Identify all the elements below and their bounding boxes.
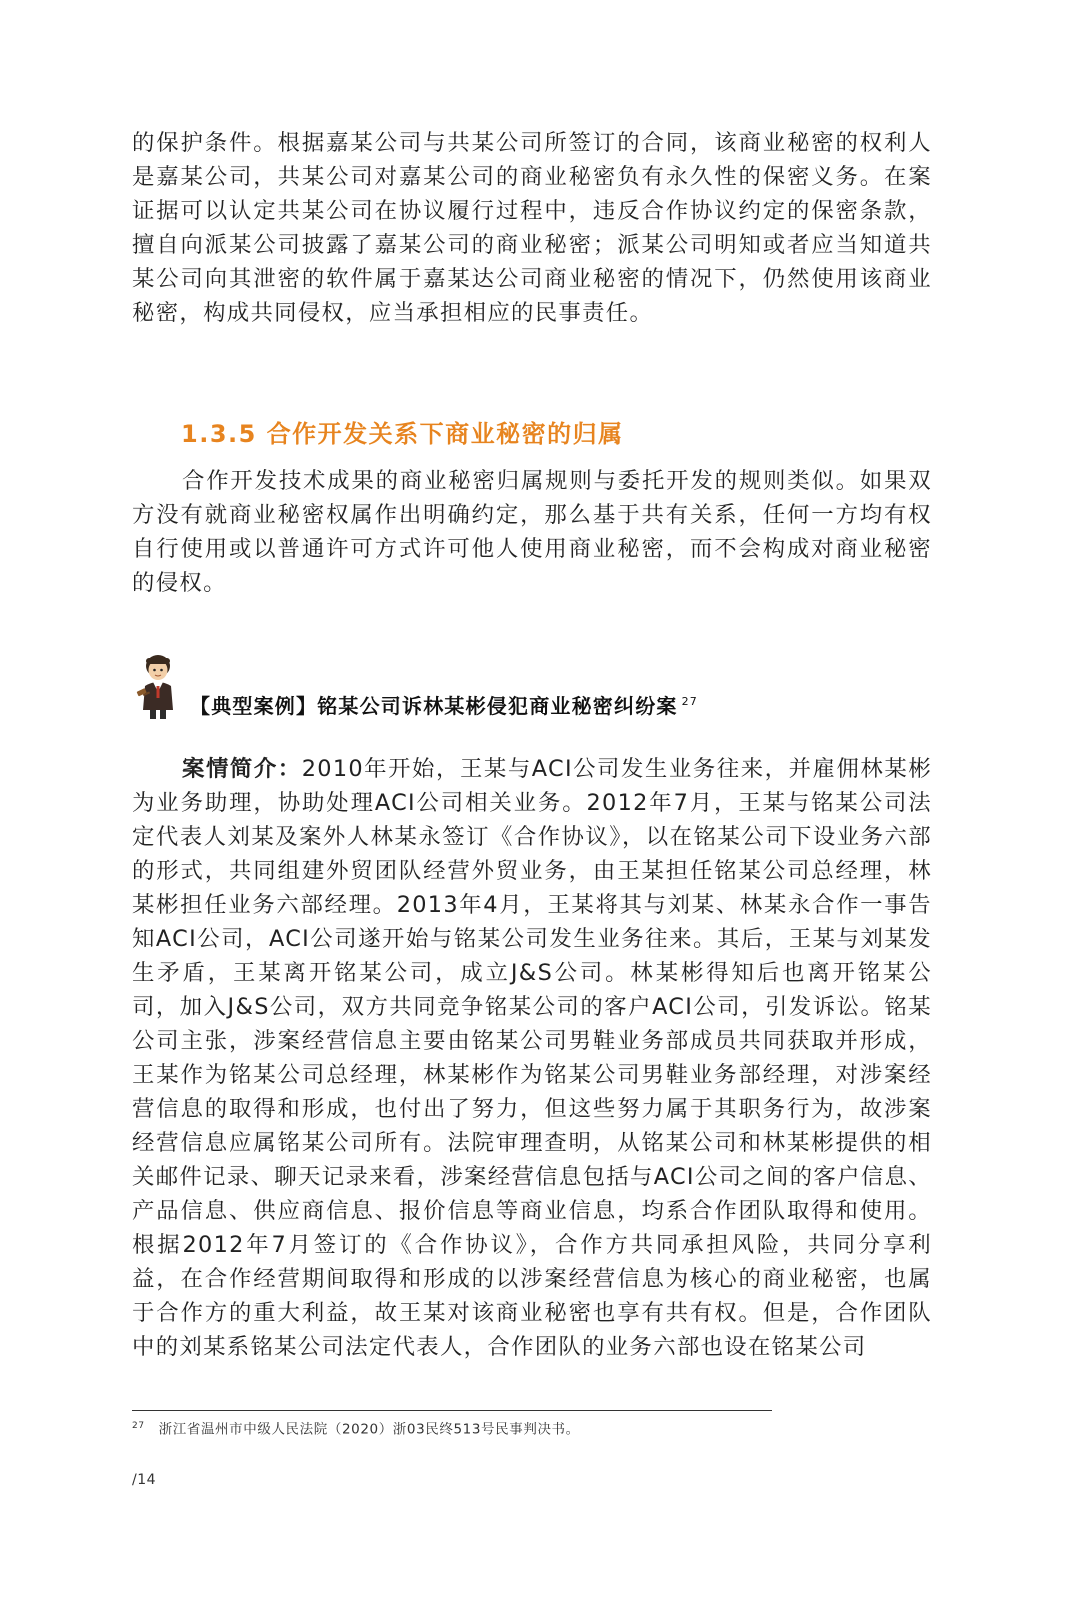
footnote-divider — [132, 1410, 772, 1411]
case-lead-label: 案情简介： — [182, 756, 302, 782]
section-heading: 1.3.5 合作开发关系下商业秘密的归属 — [181, 420, 624, 448]
footnote — [132, 1416, 580, 1440]
section-body: 合作开发技术成果的商业秘密归属规则与委托开发的规则类似。如果双方没有就商业秘密权属作出明确约定，那么基于共有关系，任何一方均有权自行使用或以普通许可方式许可他人使用商业秘密，而不会构成对商业秘密的侵权。 — [132, 468, 932, 596]
case-body — [132, 752, 932, 1364]
footnote-text: 浙江省温州市中级人民法院（2020）浙03民终513号民事判决书。 — [158, 1421, 580, 1438]
judge-cartoon-icon — [136, 652, 180, 722]
page-number: /14 — [132, 1472, 157, 1488]
footnote-reference: 27 — [681, 695, 699, 709]
intro-paragraph: 的保护条件。根据嘉某公司与共某公司所签订的合同，该商业秘密的权利人是嘉某公司，共某公司对嘉某公司的商业秘密负有永久性的保密义务。在案证据可以认定共某公司在协议履行过程中，违反合作协议约定的保密条款，擅自向派某公司披露了嘉某公司的商业秘密；派某公司明知或者应当知道共某公司向其泄密的软件属于嘉某达公司商业秘密的情况下，仍然使用该商业秘密，构成共同侵权，应当承担相应的民事责任。 — [132, 130, 932, 326]
case-body-text: 2010年开始，王某与ACI公司发生业务往来，并雇佣林某彬为业务助理，协助处理ACI公司相关业务。2012年7月，王某与铭某公司法定代表人刘某及案外人林某永签订《合作协议》，以在铭某公司下设业务六部的形式，共同组建外贸团队经营外贸业务，由王某担任铭某公司总经理，林某彬担任业务六部经理。2013年4月，王某将其与刘某、林某永合作一事告知ACI公司，ACI公司遂开始与铭某公司发生业务往来。其后，王某与刘某发生矛盾，王某离开铭某公司，成立J&S公司。林某彬得知后也离开铭某公司，加入J&S公司，双方共同竞争铭某公司的客户ACI公司，引发诉讼。铭某公司主张，涉案经营信息主要由铭某公司男鞋业务部成员共同获取并形成，王某作为铭某公司总经理，林某彬作为铭某公司男鞋业务部经理，对涉案经营信息的取得和形成，也付出了努力，但这些努力属于其职务行为，故涉案经营信息应属铭某公司所有。法院审理查明，从铭某公司和林某彬提供的相关邮件记录、聊天记录来看，涉案经营信息包括与ACI公司之间的客户信息、产品信息、供应商信息、报价信息等商业信息，均系合作团队取得和使用。根据2012年7月签订的《合作协议》，合作方共同承担风险，共同分享利益，在合作经营期间取得和形成的以涉案经营信息为核心的商业秘密，也属于合作方的重大利益，故王某对该商业秘密也享有共有权。但是，合作团队中的刘某系铭某公司法定代表人，合作团队的业务六部也设在铭某公司 — [132, 756, 933, 1360]
case-heading: 【典型案例】铭某公司诉林某彬侵犯商业秘密纠纷案 $^{27}$ — [190, 694, 699, 718]
footnote-number: 27 — [132, 1421, 145, 1431]
